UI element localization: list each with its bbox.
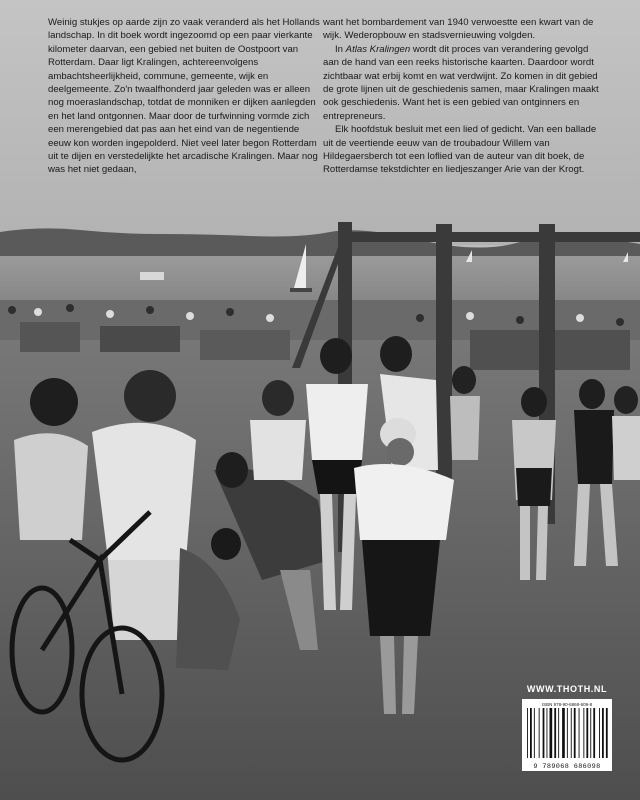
text-segment: wordt dit proces van verandering gevolgd aan de hand van een reeks historische kaarten. Daardoor wordt zichtbaar wat erbij komt en wat verdwijnt. Zo komen in dit gebied de grote lijnen uit de geschiedenis samen, maar Kralingen maakt ook geschiedenis. Want het is een gebied van ontginners en entrepreneurs. xyxy=(323,43,599,122)
barcode-bar xyxy=(571,708,572,758)
barcode-bar xyxy=(579,708,580,758)
barcode-bar xyxy=(558,708,559,758)
barcode-bar xyxy=(534,708,535,758)
barcode-bars xyxy=(525,708,609,758)
barcode-bar xyxy=(583,708,584,758)
blurb-right-column xyxy=(323,16,600,177)
barcode-bar xyxy=(586,708,588,758)
blurb-paragraph xyxy=(323,43,600,123)
barcode-bar xyxy=(543,708,545,758)
barcode-bar xyxy=(530,708,532,758)
barcode-bar xyxy=(602,708,604,758)
barcode-bar xyxy=(606,708,608,758)
barcode-bar xyxy=(599,708,600,758)
barcode-bar xyxy=(554,708,556,758)
barcode-digits: 9 789068 686098 xyxy=(533,763,601,771)
barcode-bar xyxy=(590,708,591,758)
barcode-bar xyxy=(547,708,548,758)
barcode-bar xyxy=(562,708,565,758)
barcode-bar xyxy=(593,708,595,758)
book-title: Atlas Kralingen xyxy=(345,43,411,55)
text-segment: In xyxy=(335,43,346,55)
blurb-paragraph: want het bombardement van 1940 verwoestte een kwart van de wijk. Wederopbouw en stadsvernieuwing volgden. xyxy=(323,17,594,42)
publisher-website: WWW.THOTH.NL xyxy=(526,684,608,694)
barcode-bar xyxy=(527,708,528,758)
blurb-paragraph: Elk hoofdstuk besluit met een lied of gedicht. Van een ballade uit de veertiende eeuw van de troubadour Willem van Hildegaersberch tot een loflied van de auteur van dit boek, de Rotterdamse tekstdichter en liedjeszanger Arie van der Krogt. xyxy=(323,124,597,176)
barcode-bar xyxy=(567,708,568,758)
blurb-paragraph: Weinig stukjes op aarde zijn zo vaak veranderd als het Hollands landschap. In dit boek wordt ingezoomd op een paar vierkante kilometer daarvan, een gebied net buiten de Oostpoort van Rotterdam. Daar ligt Kralingen, achtereenvolgens ambachtsheerlijkheid, commune, gemeente, wijk en deelgemeente. Zo'n twaalfhonderd jaar geleden was er alleen nog moeraslandschap, totdat de monniken er dijken aanlegden en het land ontgonnen. Maar door de turfwinning vormde zich een merengebied dat pas aan het eind van de negentiende eeuw kon worden ingepolderd. Niet veel later begon Rotterdam uit te dijen en verstedelijkte het arcadische Kralingen. Maar nog was het niet gedaan, xyxy=(48,17,320,176)
isbn-barcode xyxy=(522,699,612,771)
barcode-bar xyxy=(574,708,576,758)
barcode-bar xyxy=(550,708,553,758)
blurb-left-column xyxy=(48,16,323,177)
isbn-label: ISBN 978-90-6868-609-8 xyxy=(541,702,593,707)
barcode-bar xyxy=(539,708,540,758)
